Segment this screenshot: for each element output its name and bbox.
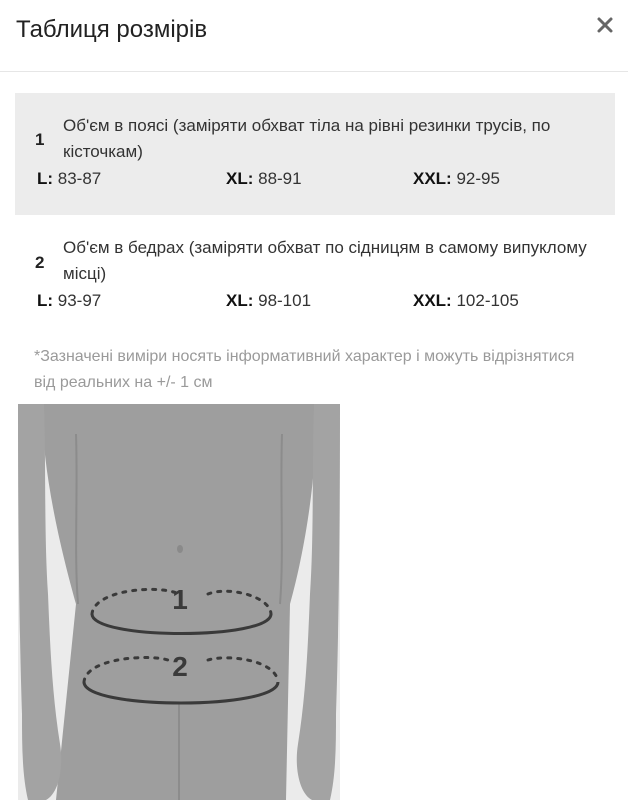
modal-title: Таблиця розмірів — [16, 16, 208, 43]
size-xxl: XXL: 102-105 — [413, 291, 519, 310]
waist-marker: 1 — [172, 584, 188, 615]
size-l: L: 93-97 — [37, 291, 102, 310]
measurement-row-1 — [15, 93, 615, 215]
size-xxl: XXL: 92-95 — [413, 169, 500, 188]
modal-header — [0, 0, 628, 72]
hips-marker: 2 — [172, 651, 188, 682]
size-xl: XL: 98-101 — [226, 291, 312, 310]
measurement-row-2 — [15, 215, 615, 335]
measurement-description: Об'єм в бедрах (заміряти обхват по сідницям в самому випуклому місці) — [63, 238, 587, 283]
size-xl: XL: 88-91 — [226, 169, 302, 188]
measurement-number: 2 — [35, 253, 45, 272]
measurement-description: Об'єм в поясі (заміряти обхват тіла на рівні резинки трусів, по кісточкам) — [63, 116, 551, 161]
body-measurement-illustration — [18, 404, 340, 800]
measurement-number: 1 — [35, 130, 45, 149]
disclaimer-note: *Зазначені виміри носять інформативний характер і можуть відрізнятися від реальних на +/- 1 см — [34, 348, 575, 391]
size-l: L: 83-87 — [37, 169, 102, 188]
close-icon[interactable] — [594, 14, 616, 36]
